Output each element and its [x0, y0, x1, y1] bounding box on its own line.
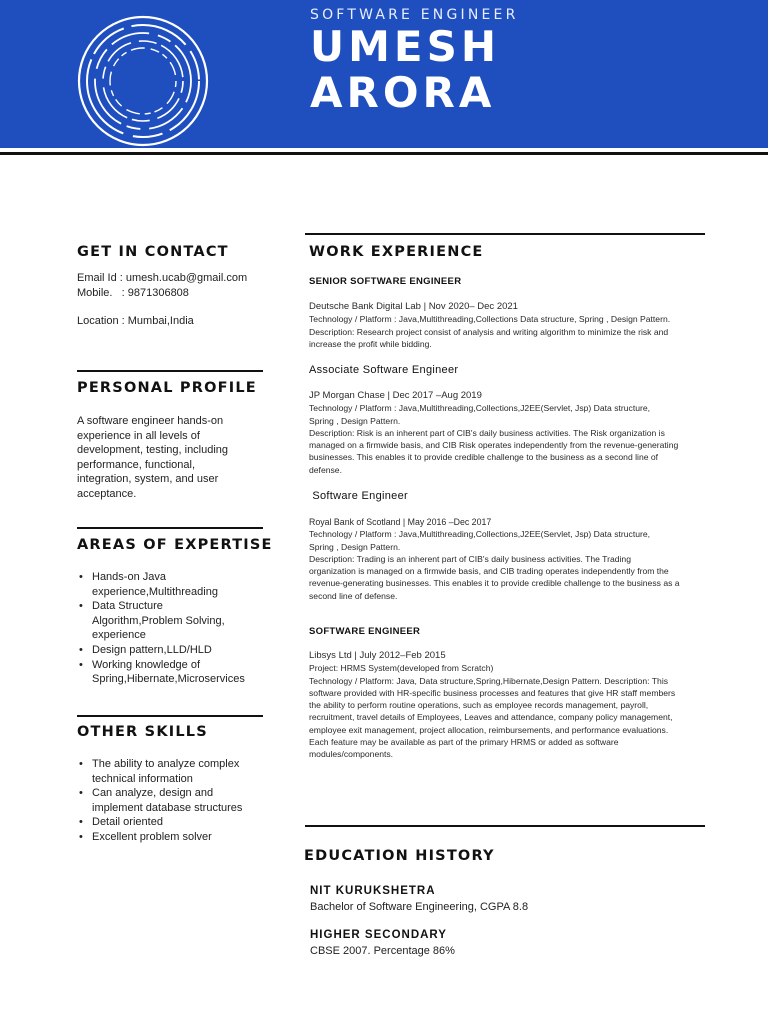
education-school: HIGHER SECONDARY: [310, 929, 447, 941]
expertise-line: • Hands-on Java: [92, 571, 166, 583]
contact-section-title: GET IN CONTACT: [77, 244, 229, 260]
job-details: [309, 390, 733, 476]
job-company: Deutsche Bank Digital Lab | Nov 2020– Dec 2021: [309, 301, 518, 312]
job-company: Royal Bank of Scotland | May 2016 –Dec 2017: [309, 517, 492, 527]
education-divider: [305, 825, 705, 827]
job-title: SOFTWARE ENGINEER: [309, 626, 421, 637]
expertise-line: • Data Structure: [92, 600, 163, 613]
skill-line: implement database structures: [92, 801, 243, 814]
job-line: employee exit management, project allocation, reimbursements, and performance evaluations.: [309, 724, 669, 735]
expertise-line: experience: [92, 629, 146, 642]
profile-line: development, testing, including: [77, 444, 229, 456]
education-school: NIT KURUKSHETRA: [310, 885, 436, 897]
profile-line: acceptance.: [77, 487, 137, 500]
skill-item: [77, 757, 272, 786]
job-line: revenue-generating businesses. This enables it to provide credible challenge to the business as a: [309, 578, 680, 589]
profile-section-title: PERSONAL PROFILE: [77, 380, 257, 396]
skill-item: [77, 830, 272, 845]
expertise-line: experience,Multithreading: [92, 585, 218, 598]
skill-line: • Excellent problem solver: [92, 830, 212, 843]
expertise-line: Spring,Hibernate,Microservices: [92, 673, 245, 686]
job-line: organization is managed on a firmwide basis, and CIB trading operates independently from the: [309, 566, 669, 577]
header-banner: [0, 0, 768, 148]
job-line: Each feature may be available as part of the primary HRMS or added as software: [309, 737, 619, 748]
expertise-list: [77, 570, 272, 687]
education-detail: Bachelor of Software Engineering, CGPA 8.8: [310, 901, 529, 913]
expertise-line: • Design pattern,LLD/HLD: [92, 643, 212, 656]
skill-line: • Can analyze, design and: [92, 787, 214, 800]
job-line: defense.: [309, 464, 342, 475]
expertise-section-title: AREAS OF EXPERTISE: [77, 537, 273, 553]
skills-section-title: OTHER SKILLS: [77, 724, 208, 740]
contact-mobile: Mobile. : 9871306808: [77, 287, 189, 299]
job-line: businesses. This enables it to provide credible challenge to the business as a second line of: [309, 452, 659, 463]
job-line: modules/components.: [309, 749, 394, 760]
profile-divider: [77, 370, 263, 372]
work-divider: [305, 233, 705, 235]
job-line: Description: Trading is an inherent part of CIB's daily business activities. The Trading: [309, 553, 631, 564]
job-line: software provided with HR-specific business processes and features that give HR staff members: [309, 687, 676, 698]
expertise-line: • Working knowledge of: [92, 658, 201, 671]
expertise-line: Algorithm,Problem Solving,: [92, 614, 225, 627]
skill-item: [77, 815, 272, 830]
job-line: Technology / Platform: Java, Data structure,Spring,Hibernate,Design Pattern. Description: This: [309, 675, 669, 686]
profile-text: [77, 414, 267, 501]
skill-line: technical information: [92, 772, 193, 785]
job-line: Spring , Design Pattern.: [309, 415, 401, 426]
job-line: increase the profit while bidding.: [309, 338, 432, 349]
profile-line: integration, system, and user: [77, 473, 219, 485]
skill-line: • Detail oriented: [92, 816, 163, 829]
expertise-item: [77, 599, 272, 643]
job-details: [309, 516, 733, 602]
contact-email: Email Id : umesh.ucab@gmail.com: [77, 272, 248, 284]
education-detail: CBSE 2007. Percentage 86%: [310, 945, 455, 957]
job-line: second line of defense.: [309, 590, 398, 601]
header-divider: [0, 152, 768, 155]
job-details: [309, 650, 733, 761]
job-line: Technology / Platform : Java,Multithreading,Collections,J2EE(Servlet, Jsp) Data structure,: [309, 529, 651, 540]
skills-divider: [77, 715, 263, 717]
job-company: Libsys Ltd | July 2012–Feb 2015: [309, 650, 446, 661]
profile-line: A software engineer hands-on: [77, 415, 224, 427]
work-section-title: WORK EXPERIENCE: [309, 244, 484, 260]
skills-list: [77, 757, 272, 845]
concentric-circles-icon: [76, 14, 210, 148]
contact-location: Location : Mumbai,India: [77, 315, 194, 327]
education-section-title: EDUCATION HISTORY: [304, 848, 495, 864]
job-line: the ability to perform routine operations, such as employee records management, payroll,: [309, 700, 649, 711]
job-line: Technology / Platform : Java,Multithreading,Collections,J2EE(Servlet, Jsp) Data structure,: [309, 403, 651, 414]
job-line: managed on a firmwide basis, and CIB Risk operates independently from the revenue-generating: [309, 440, 679, 451]
job-line: Spring , Design Pattern.: [309, 541, 401, 552]
job-line: Description: Risk is an inherent part of CIB's daily business activities. The Risk organization is: [309, 427, 665, 438]
job-title: SENIOR SOFTWARE ENGINEER: [309, 276, 462, 287]
skill-item: [77, 786, 272, 815]
job-line: Project: HRMS System(developed from Scratch): [309, 663, 494, 674]
job-line: Technology / Platform : Java,Multithreading,Collections Data structure, Spring , Design Pattern.: [309, 314, 671, 325]
skill-line: • The ability to analyze complex: [92, 758, 240, 770]
expertise-item: [77, 658, 272, 687]
job-line: Description: Research project consist of analysis and writing algorithm to minimize the risk and: [309, 326, 669, 337]
first-name: UMESH: [310, 22, 500, 71]
profile-line: experience in all levels of: [77, 429, 200, 442]
profile-line: performance, functional,: [77, 458, 196, 471]
job-title: Associate Software Engineer: [309, 364, 459, 376]
job-details: [309, 301, 733, 350]
job-title: Software Engineer: [309, 490, 408, 502]
expertise-item: [77, 570, 272, 599]
job-line: recruitment, travel details of Employees, Leaves and attendance, company policy management,: [309, 712, 673, 723]
expertise-item: [77, 643, 272, 658]
job-subtitle: SOFTWARE ENGINEER: [310, 7, 519, 23]
job-company: JP Morgan Chase | Dec 2017 –Aug 2019: [309, 390, 482, 401]
expertise-divider: [77, 527, 263, 529]
last-name: ARORA: [310, 68, 496, 117]
